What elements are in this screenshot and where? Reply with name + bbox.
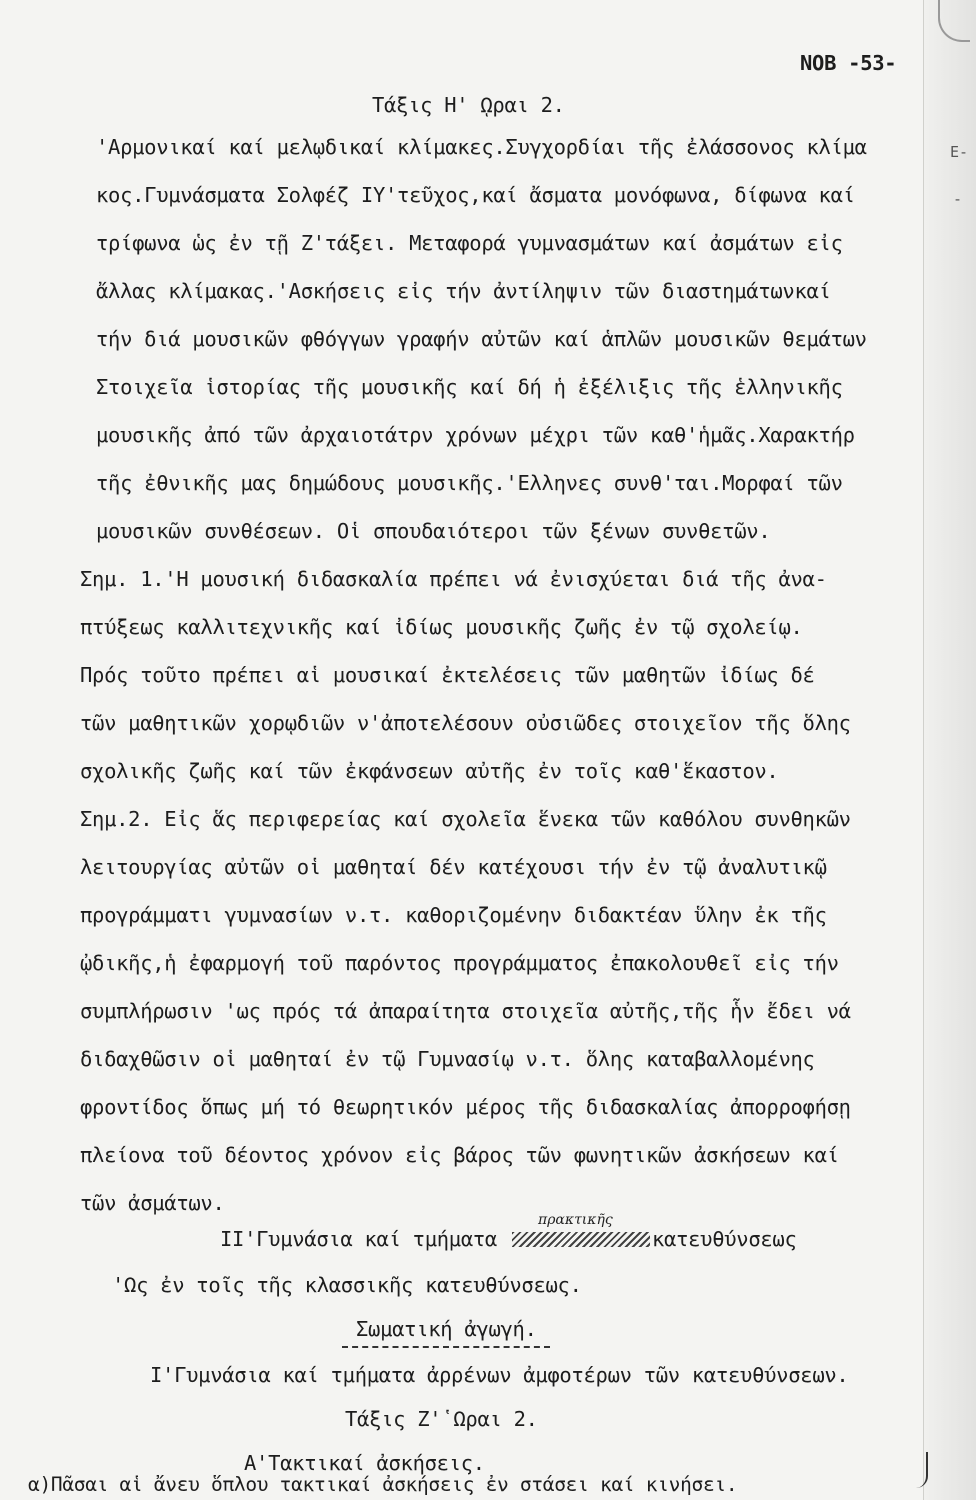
body-line: τήν διά μουσικῶν φθόγγων γραφήν αὐτῶν καί ἁπλῶν μουσικῶν θεμάτων bbox=[96, 327, 867, 351]
body-line: ᾠδικῆς,ἡ ἐφαρμογή τοῦ παρόντος προγράμματος ἐπακολουθεῖ εἰς τήν bbox=[80, 951, 839, 975]
section-ii-suffix: κατευθύνσεως bbox=[652, 1227, 797, 1251]
dashed-separator bbox=[342, 1346, 550, 1348]
body-line: 'Αρμονικαί καί μελῳδικαί κλίμακες.Συγχορδίαι τῆς ἐλάσσονος κλίμα bbox=[96, 135, 867, 159]
section-ii-text: 'Ως ἐν τοῖς τῆς κλασσικῆς κατευθύνσεως. bbox=[112, 1273, 582, 1297]
handwritten-insertion: πρακτικῆς bbox=[538, 1212, 613, 1228]
body-line: τῆς ἐθνικῆς μας δημώδους μουσικῆς.'Ελληνες συνθ'ται.Μορφαί τῶν bbox=[96, 471, 843, 495]
body-line: πλείονα τοῦ δέοντος χρόνον εἰς βάρος τῶν φωνητικῶν ἀσκήσεων καί bbox=[80, 1143, 839, 1167]
body-line: τῶν ἀσμάτων. bbox=[80, 1191, 225, 1215]
adjacent-page-edge bbox=[923, 0, 976, 1500]
body-line: σχολικῆς ζωῆς καί τῶν ἐκφάνσεων αὐτῆς ἐν τοῖς καθ'ἕκαστον. bbox=[80, 759, 779, 783]
physical-education-title: Σωματική ἀγωγή. bbox=[356, 1317, 537, 1341]
margin-bracket bbox=[910, 1452, 928, 1488]
struck-out-word bbox=[512, 1232, 650, 1247]
note-1-line: Σημ. 1.'Η μουσική διδασκαλία πρέπει νά ἐνισχύεται διά τῆς ἀνα- bbox=[80, 567, 827, 591]
body-line: Στοιχεῖα ἱστορίας τῆς μουσικῆς καί δή ἡ ἐξέλιξις τῆς ἑλληνικῆς bbox=[96, 375, 843, 399]
page-number: ΝΟΒ -53- bbox=[800, 51, 897, 75]
class-heading-z: Τάξις Ζ'῾Ωραι 2. bbox=[345, 1407, 538, 1431]
body-line: μουσικῶν συνθέσεων. Οἱ σπουδαιότεροι τῶν ξένων συνθετῶν. bbox=[96, 519, 771, 543]
item-a: α)Πᾶσαι αἱ ἄνευ ὅπλου τακτικαί ἀσκήσεις ἐν στάσει καί κινήσει. bbox=[28, 1473, 738, 1496]
body-line: πτύξεως καλλιτεχνικῆς καί ἰδίως μουσικῆς ζωῆς ἐν τῷ σχολείῳ. bbox=[80, 615, 803, 639]
subsection-a-title: Α'Τακτικαί ἀσκήσεις. bbox=[244, 1451, 485, 1475]
note-2-line: Σημ.2. Εἰς ἅς περιφερείας καί σχολεῖα ἕνεκα τῶν καθόλου συνθηκῶν bbox=[80, 807, 851, 831]
class-heading-h: Τάξις Η' ῼραι 2. bbox=[372, 93, 565, 117]
body-line: προγράμματι γυμνασίων ν.τ. καθοριζομένην διδακτέαν ὕλην ἐκ τῆς bbox=[80, 903, 827, 927]
body-line: λειτουργίας αὐτῶν οἱ μαθηταί δέν κατέχουσι τήν ἐν τῷ ἀναλυτικῷ bbox=[80, 855, 827, 879]
body-line: συμπλήρωσιν 'ως πρός τά ἀπαραίτητα στοιχεῖα αὐτῆς,τῆς ἧν ἔδει νά bbox=[80, 999, 851, 1023]
body-line: κος.Γυμνάσματα Σολφέζ ΙΥ'τεῦχος,καί ἄσματα μονόφωνα, δίφωνα καί bbox=[96, 183, 855, 207]
margin-mark: Ε- bbox=[949, 143, 968, 161]
section-i-title: Ι'Γυμνάσια καί τμήματα ἀρρένων ἀμφοτέρων τῶν κατευθύνσεων. bbox=[150, 1363, 849, 1387]
body-line: τρίφωνα ὡς ἐν τῇ Ζ'τάξει. Μεταφορά γυμνασμάτων καί ἀσμάτων εἰς bbox=[96, 231, 843, 255]
body-line: ἄλλας κλίμακας.'Ασκήσεις εἰς τήν ἀντίληψιν τῶν διαστημάτωνκαί bbox=[96, 279, 831, 303]
body-line: τῶν μαθητικῶν χορῳδιῶν ν'ἀποτελέσουν οὐσιῶδες στοιχεῖον τῆς ὅλης bbox=[80, 711, 851, 735]
margin-mark: - bbox=[952, 190, 962, 208]
section-ii-prefix: ΙΙ'Γυμνάσια καί τμήματα bbox=[220, 1227, 497, 1251]
body-line: φροντίδος ὅπως μή τό θεωρητικόν μέρος τῆς διδασκαλίας ἀπορροφήσῃ bbox=[80, 1095, 851, 1119]
body-line: μουσικῆς ἀπό τῶν ἀρχαιοτάτρν χρόνων μέχρι τῶν καθ'ἡμᾶς.Χαρακτήρ bbox=[96, 423, 855, 447]
body-line: Πρός τοῦτο πρέπει αἱ μουσικαί ἐκτελέσεις τῶν μαθητῶν ἰδίως δέ bbox=[80, 663, 815, 687]
body-line: διδαχθῶσιν οἱ μαθηταί ἐν τῷ Γυμνασίῳ ν.τ. ὅλης καταβαλλομένης bbox=[80, 1047, 815, 1071]
